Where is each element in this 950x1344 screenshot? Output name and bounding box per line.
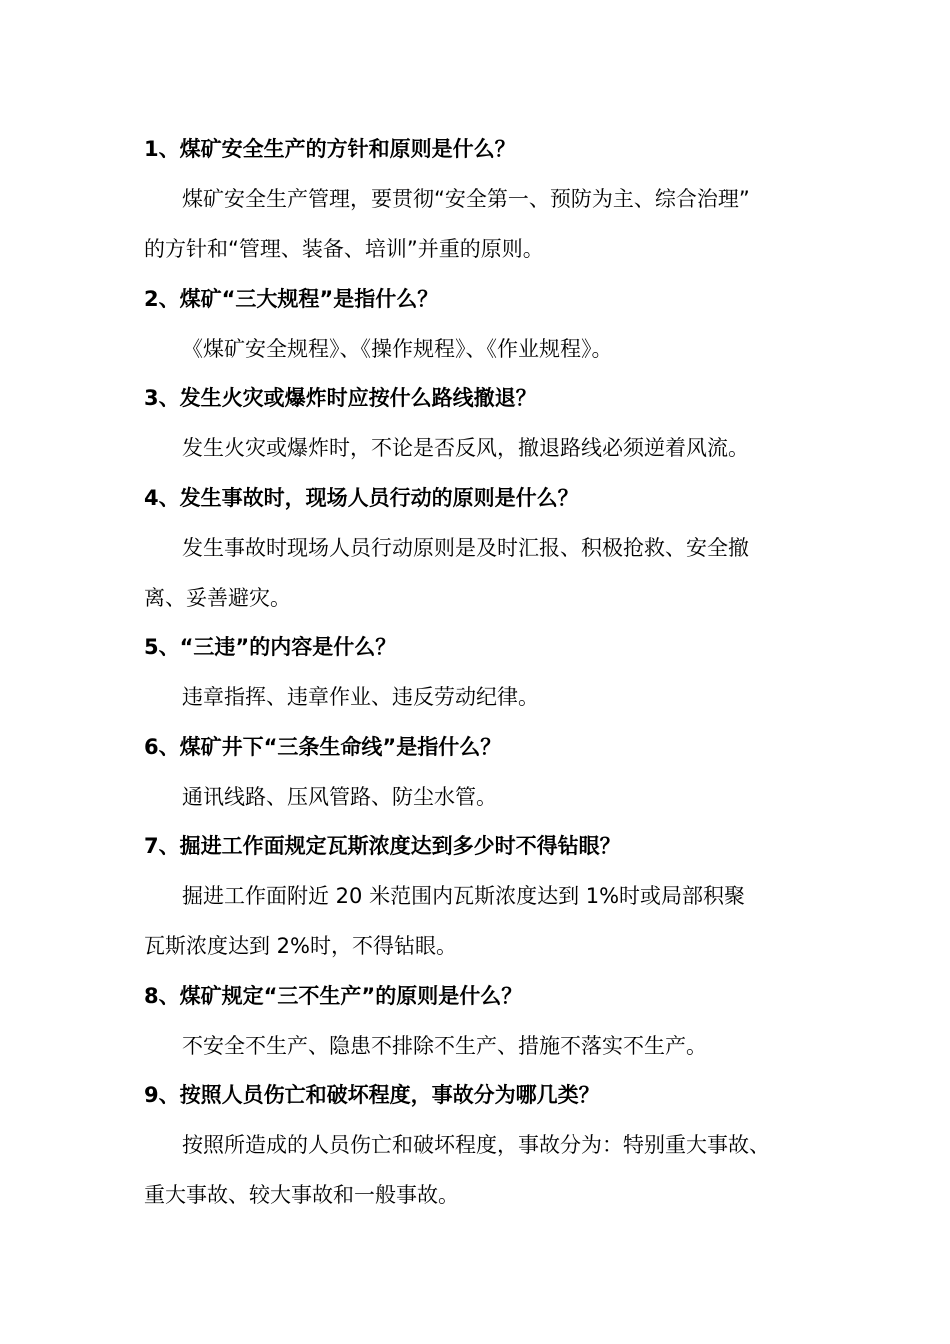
answer-9-line-1: 按照所造成的人员伤亡和破坏程度，事故分为：特别重大事故、 (182, 1133, 770, 1157)
question-9: 9、按照人员伤亡和破坏程度，事故分为哪几类？ (144, 1083, 600, 1107)
question-8: 8、煤矿规定“三不生产”的原则是什么？ (144, 984, 523, 1008)
question-4: 4、发生事故时，现场人员行动的原则是什么？ (144, 486, 579, 510)
question-2: 2、煤矿“三大规程”是指什么？ (144, 287, 439, 311)
answer-4-line-2: 离、妥善避灾。 (144, 586, 291, 610)
question-7: 7、掘进工作面规定瓦斯浓度达到多少时不得钻眼？ (144, 834, 621, 858)
answer-5-line-1: 违章指挥、违章作业、违反劳动纪律。 (182, 685, 539, 709)
question-6: 6、煤矿井下“三条生命线”是指什么？ (144, 735, 502, 759)
answer-8-line-1: 不安全不生产、隐患不排除不生产、措施不落实不生产。 (182, 1034, 707, 1058)
question-5: 5、“三违”的内容是什么？ (144, 635, 397, 659)
answer-4-line-1: 发生事故时现场人员行动原则是及时汇报、积极抢救、安全撤 (182, 536, 749, 560)
answer-3-line-1: 发生火灾或爆炸时，不论是否反风，撤退路线必须逆着风流。 (182, 436, 749, 460)
answer-7-line-1: 掘进工作面附近 20 米范围内瓦斯浓度达到 1%时或局部积聚 (182, 884, 746, 908)
question-1: 1、煤矿安全生产的方针和原则是什么？ (144, 137, 516, 161)
answer-1-line-1: 煤矿安全生产管理，要贯彻“安全第一、预防为主、综合治理” (182, 187, 750, 211)
answer-9-line-2: 重大事故、较大事故和一般事故。 (144, 1183, 459, 1207)
answer-2-line-1: 《煤矿安全规程》、《操作规程》、《作业规程》。 (182, 337, 613, 361)
question-3: 3、发生火灾或爆炸时应按什么路线撤退？ (144, 386, 537, 410)
answer-6-line-1: 通讯线路、压风管路、防尘水管。 (182, 785, 497, 809)
answer-1-line-2: 的方针和“管理、装备、培训”并重的原则。 (144, 237, 544, 261)
answer-7-line-2: 瓦斯浓度达到 2%时，不得钻眼。 (144, 934, 457, 958)
